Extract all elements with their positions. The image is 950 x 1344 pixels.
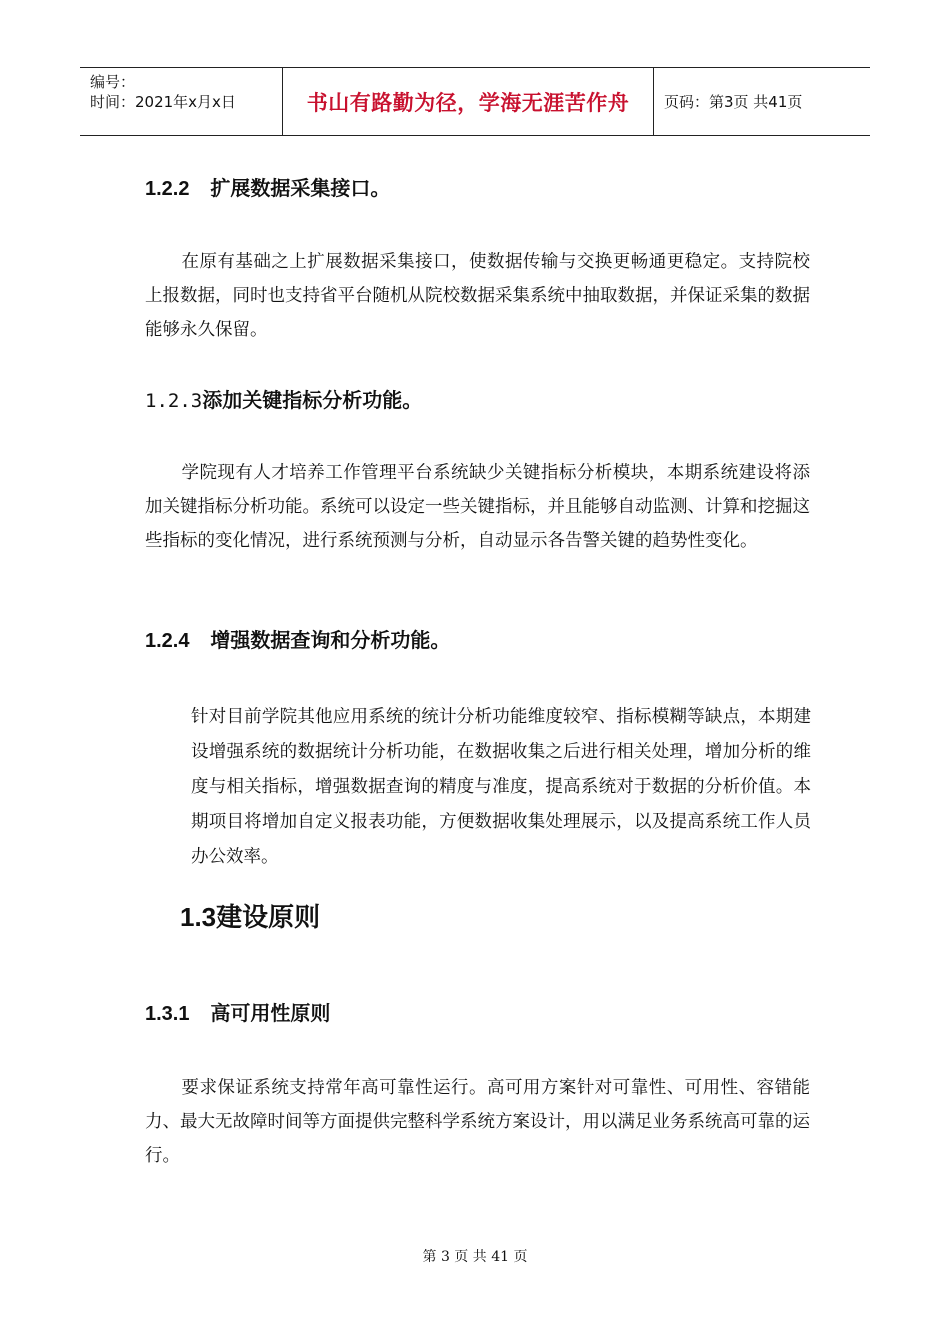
heading-1-2-3 — [145, 384, 422, 413]
heading-title: 增强数据查询和分析功能。 — [210, 628, 451, 652]
paragraph-text: 学院现有人才培养工作管理平台系统缺少关键指标分析模块，本期系统建设将添加关键指标分析功能。系统可以设定一些关键指标，并且能够自动监测、计算和挖掘这些指标的变化情况，进行系统预测与分析，自动显示各告警关键的趋势性变化。 — [145, 463, 810, 551]
header-meta — [80, 68, 282, 135]
heading-title: 添加关键指标分析功能。 — [202, 388, 423, 412]
paragraph-text: 要求保证系统支持常年高可靠性运行。高可用方案针对可靠性、可用性、容错能力、最大无故障时间等方面提供完整科学系统方案设计，用以满足业务系统高可靠的运行。 — [145, 1078, 810, 1166]
header-page-info: 页码：第3页 共41页 — [664, 93, 803, 111]
heading-title: 建设原则 — [216, 903, 321, 933]
header-motto: 书山有路勤为径，学海无涯苦作舟 — [282, 68, 654, 135]
heading-number: 1.3.1 — [145, 1003, 190, 1025]
heading-number: 1.3 — [180, 902, 217, 932]
paragraph-1-2-2 — [145, 245, 810, 347]
page-header — [80, 67, 870, 136]
heading-number: 1.2.3 — [145, 390, 203, 412]
paragraph-1-3-1 — [145, 1071, 810, 1173]
paragraph-1-2-4 — [191, 700, 811, 875]
time-label: 时间：2021年x月x日 — [90, 93, 236, 111]
paragraph-1-2-3 — [145, 456, 810, 558]
serial-label: 编号： — [90, 73, 136, 91]
heading-title: 高可用性原则 — [210, 1001, 331, 1025]
paragraph-text: 针对目前学院其他应用系统的统计分析功能维度较窄、指标模糊等缺点，本期建设增强系统的数据统计分析功能，在数据收集之后进行相关处理，增加分析的维度与相关指标，增强数据查询的精度与准度，提高系统对于数据的分析价值。本期项目将增加自定义报表功能，方便数据收集处理展示，以及提高系统工作人员办公效率。 — [191, 707, 811, 867]
heading-title: 扩展数据采集接口。 — [210, 176, 391, 200]
paragraph-text: 在原有基础之上扩展数据采集接口，使数据传输与交换更畅通更稳定。支持院校上报数据，同时也支持省平台随机从院校数据采集系统中抽取数据，并保证采集的数据能够永久保留。 — [145, 252, 810, 340]
page-footer: 第 3 页 共 41 页 — [422, 1249, 528, 1265]
heading-1-2-4 — [145, 624, 450, 653]
heading-number: 1.2.4 — [145, 630, 190, 652]
heading-1-3 — [180, 897, 320, 934]
heading-1-3-1 — [145, 997, 330, 1026]
heading-1-2-2 — [145, 172, 390, 201]
heading-number: 1.2.2 — [145, 178, 190, 200]
